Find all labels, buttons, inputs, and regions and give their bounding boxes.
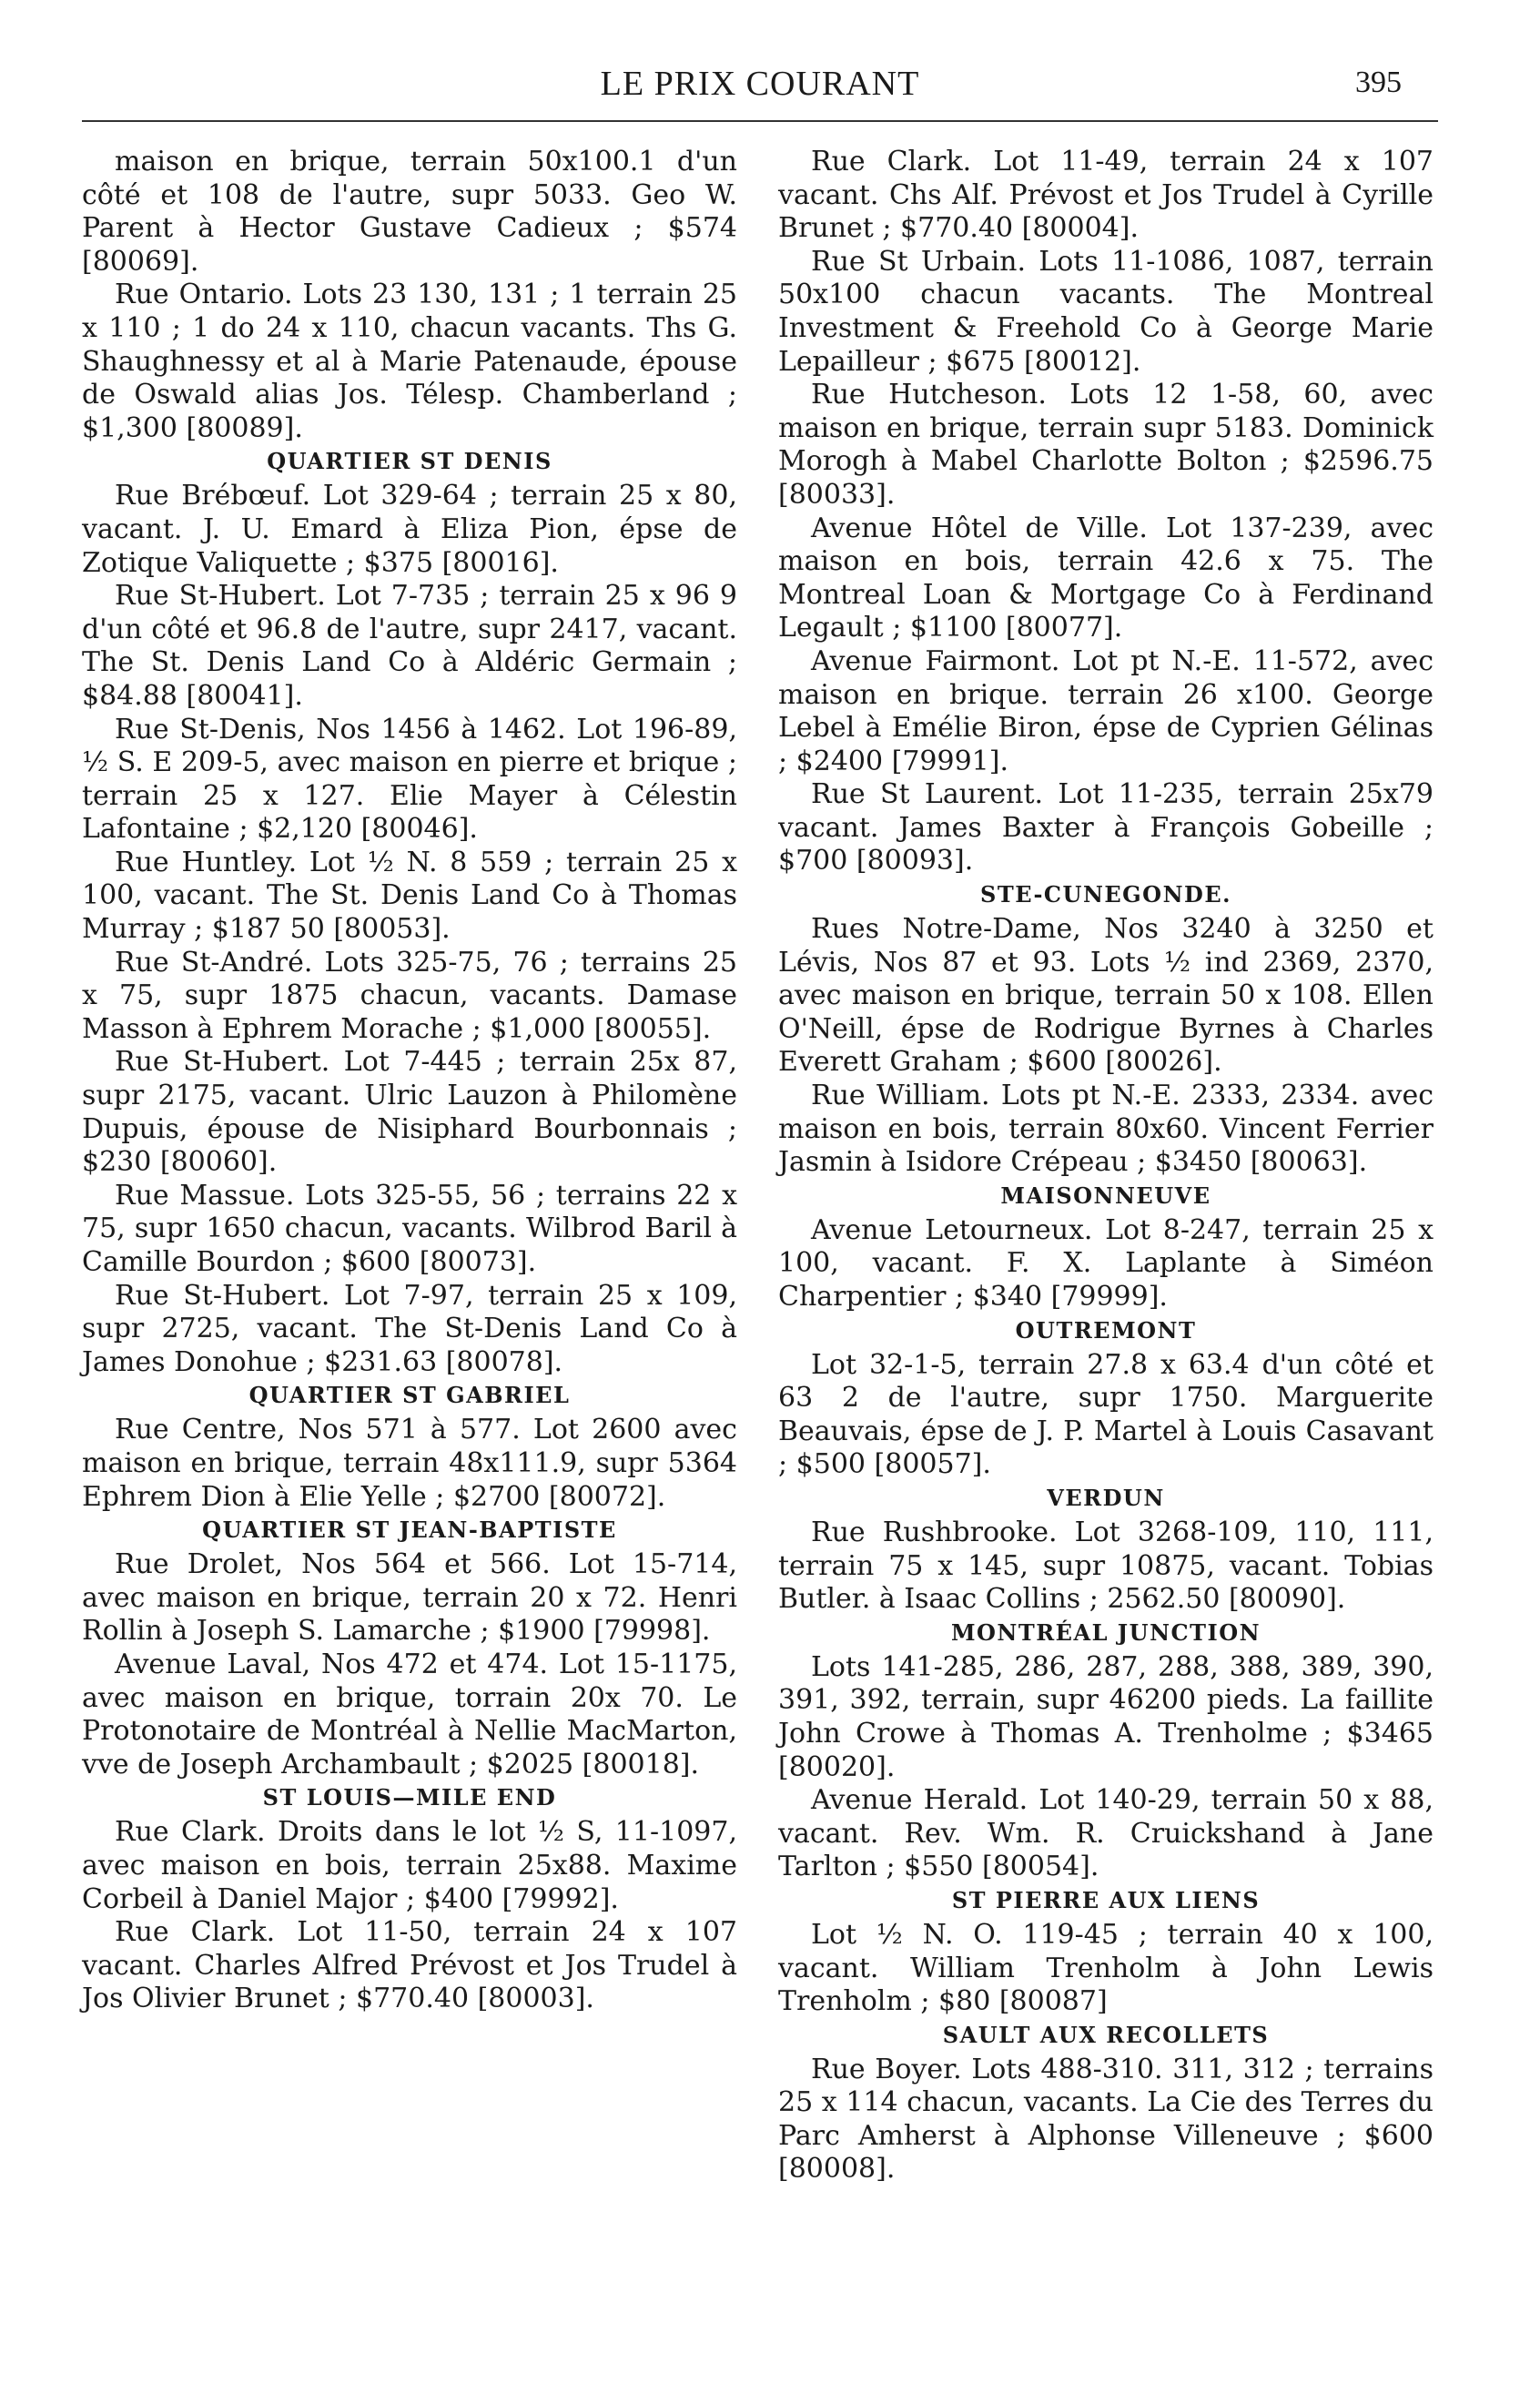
section-heading: QUARTIER ST DENIS	[267, 448, 552, 475]
transaction-entry: Rue St-Denis, Nos 1456 à 1462. Lot 196-89, ½ S. E 209-5, avec maison en pierre et brique ; terrain 25 x 127. Elie Mayer à Célestin Lafontaine ; $2,120 [80046].	[82, 713, 737, 846]
transaction-entry: Avenue Hôtel de Ville. Lot 137-239, avec maison en bois, terrain 42.6 x 75. The Montreal Loan & Mortgage Co à Ferdinand Legault ; $1100 [80077].	[778, 512, 1434, 644]
right-column	[778, 146, 1434, 2186]
page-number: 395	[1355, 66, 1402, 99]
section-heading: MAISONNEUVE	[1000, 1182, 1211, 1209]
left-column	[82, 146, 737, 2016]
transaction-entry: Avenue Laval, Nos 472 et 474. Lot 15-1175, avec maison en brique, torrain 20x 70. Le Protonotaire de Montréal à Nellie MacMarton, vve de Joseph Archambault ; $2025 [80018].	[82, 1648, 737, 1780]
transaction-entry: Lot ½ N. O. 119-45 ; terrain 40 x 100, vacant. William Trenholm à John Lewis Trenholm ; $80 [80087]	[778, 1918, 1434, 2018]
section-heading: STE-CUNEGONDE.	[980, 881, 1231, 908]
publication-title: LE PRIX COURANT	[600, 65, 920, 103]
transaction-entry: Rue St-Hubert. Lot 7-97, terrain 25 x 109, supr 2725, vacant. The St-Denis Land Co à James Donohue ; $231.63 [80078].	[82, 1279, 737, 1378]
section-heading: SAULT AUX RECOLLETS	[942, 2021, 1270, 2048]
transaction-entry: Avenue Letourneux. Lot 8-247, terrain 25 x 100, vacant. F. X. Laplante à Siméon Charpentier ; $340 [79999].	[778, 1213, 1434, 1313]
transaction-entry: Rue Centre, Nos 571 à 577. Lot 2600 avec maison en brique, terrain 48x111.9, supr 5364 Ephrem Dion à Elie Yelle ; $2700 [80072].	[82, 1414, 737, 1513]
transaction-entry: Rue St-Hubert. Lot 7-445 ; terrain 25x 87, supr 2175, vacant. Ulric Lauzon à Philomène Dupuis, épouse de Nisiphard Bourbonnais ; $230 [80060].	[82, 1046, 737, 1179]
section-heading: OUTREMONT	[1015, 1316, 1197, 1344]
section-heading: QUARTIER ST JEAN-BAPTISTE	[202, 1517, 617, 1544]
transaction-entry: Rue Huntley. Lot ½ N. 8 559 ; terrain 25 x 100, vacant. The St. Denis Land Co à Thomas Murray ; $187 50 [80053].	[82, 846, 737, 946]
section-heading: QUARTIER ST GABRIEL	[248, 1382, 571, 1409]
transaction-entry: Avenue Herald. Lot 140-29, terrain 50 x 88, vacant. Rev. Wm. R. Cruickshand à Jane Tarlton ; $550 [80054].	[778, 1784, 1434, 1883]
transaction-entry: Rue Boyer. Lots 488-310. 311, 312 ; terrains 25 x 114 chacun, vacants. La Cie des Terres du Parc Amherst à Alphonse Villeneuve ; $600 [80008].	[778, 2053, 1434, 2186]
page-header	[82, 56, 1438, 111]
section-heading: MONTRÉAL JUNCTION	[950, 1618, 1261, 1646]
transaction-entry: Rue Clark. Lot 11-50, terrain 24 x 107 vacant. Charles Alfred Prévost et Jos Trudel à Jos Olivier Brunet ; $770.40 [80003].	[82, 1916, 737, 2015]
transaction-entry: Rue Clark. Droits dans le lot ½ S, 11-1097, avec maison en bois, terrain 25x88. Maxime Corbeil à Daniel Major ; $400 [79992].	[82, 1816, 737, 1915]
transaction-entry: Rue St Laurent. Lot 11-235, terrain 25x79 vacant. James Baxter à François Gobeille ; $700 [80093].	[778, 778, 1434, 877]
transaction-entry: Rue Brébœuf. Lot 329-64 ; terrain 25 x 80, vacant. J. U. Emard à Eliza Pion, épse de Zotique Valiquette ; $375 [80016].	[82, 480, 737, 579]
transaction-entry: Rue St Urbain. Lots 11-1086, 1087, terrain 50x100 chacun vacants. The Montreal Investment & Freehold Co à George Marie Lepailleur ; $675 [80012].	[778, 245, 1434, 378]
transaction-entry: Rue Clark. Lot 11-49, terrain 24 x 107 vacant. Chs Alf. Prévost et Jos Trudel à Cyrille Brunet ; $770.40 [80004].	[778, 146, 1434, 245]
section-heading: VERDUN	[1047, 1484, 1165, 1511]
transaction-entry: Rues Notre-Dame, Nos 3240 à 3250 et Lévis, Nos 87 et 93. Lots ½ ind 2369, 2370, avec maison en brique, terrain 50 x 108. Ellen O'Neill, épse de Rodrigue Byrnes à Charles Everett Graham ; $600 [80026].	[778, 913, 1434, 1079]
transaction-entry: Rue Drolet, Nos 564 et 566. Lot 15-714, avec maison en brique, terrain 20 x 72. Henri Rollin à Joseph S. Lamarche ; $1900 [79998].	[82, 1548, 737, 1648]
section-heading: ST LOUIS—MILE END	[262, 1784, 557, 1811]
transaction-entry: Rue St-André. Lots 325-75, 76 ; terrains 25 x 75, supr 1875 chacun, vacants. Damase Masson à Ephrem Morache ; $1,000 [80055].	[82, 946, 737, 1045]
transaction-entry: maison en brique, terrain 50x100.1 d'un côté et 108 de l'autre, supr 5033. Geo W. Parent à Hector Gustave Cadieux ; $574 [80069].	[82, 146, 737, 278]
transaction-entry: Rue William. Lots pt N.-E. 2333, 2334. avec maison en bois, terrain 80x60. Vincent Ferrier Jasmin à Isidore Crépeau ; $3450 [80063].	[778, 1080, 1434, 1179]
transaction-entry: Lots 141-285, 286, 287, 288, 388, 389, 390, 391, 392, terrain, supr 46200 pieds. La faillite John Crowe à Thomas A. Trenholme ; $3465 [80020].	[778, 1650, 1434, 1783]
transaction-entry: Rue St-Hubert. Lot 7-735 ; terrain 25 x 96 9 d'un côté et 96.8 de l'autre, supr 2417, vacant. The St. Denis Land Co à Aldéric Germain ; $84.88 [80041].	[82, 580, 737, 712]
header-rule	[82, 120, 1438, 122]
transaction-entry: Rue Hutcheson. Lots 12 1-58, 60, avec maison en brique, terrain supr 5183. Dominick Morogh à Mabel Charlotte Bolton ; $2596.75 [80033].	[778, 379, 1434, 511]
transaction-entry: Rue Rushbrooke. Lot 3268-109, 110, 111, terrain 75 x 145, supr 10875, vacant. Tobias Butler. à Isaac Collins ; 2562.50 [80090].	[778, 1516, 1434, 1616]
section-heading: ST PIERRE AUX LIENS	[951, 1886, 1261, 1913]
transaction-entry: Rue Massue. Lots 325-55, 56 ; terrains 22 x 75, supr 1650 chacun, vacants. Wilbrod Baril à Camille Bourdon ; $600 [80073].	[82, 1179, 737, 1278]
transaction-entry: Lot 32-1-5, terrain 27.8 x 63.4 d'un côté et 63 2 de l'autre, supr 1750. Marguerite Beauvais, épse de J. P. Martel à Louis Casavant ; $500 [80057].	[778, 1348, 1434, 1481]
transaction-entry: Rue Ontario. Lots 23 130, 131 ; 1 terrain 25 x 110 ; 1 do 24 x 110, chacun vacants. Ths G. Shaughnessy et al à Marie Patenaude, épouse de Oswald alias Jos. Télesp. Chamberland ; $1,300 [80089].	[82, 279, 737, 444]
transaction-entry: Avenue Fairmont. Lot pt N.-E. 11-572, avec maison en brique. terrain 26 x100. George Lebel à Emélie Biron, épse de Cyprien Gélinas ; $2400 [79991].	[778, 644, 1434, 777]
